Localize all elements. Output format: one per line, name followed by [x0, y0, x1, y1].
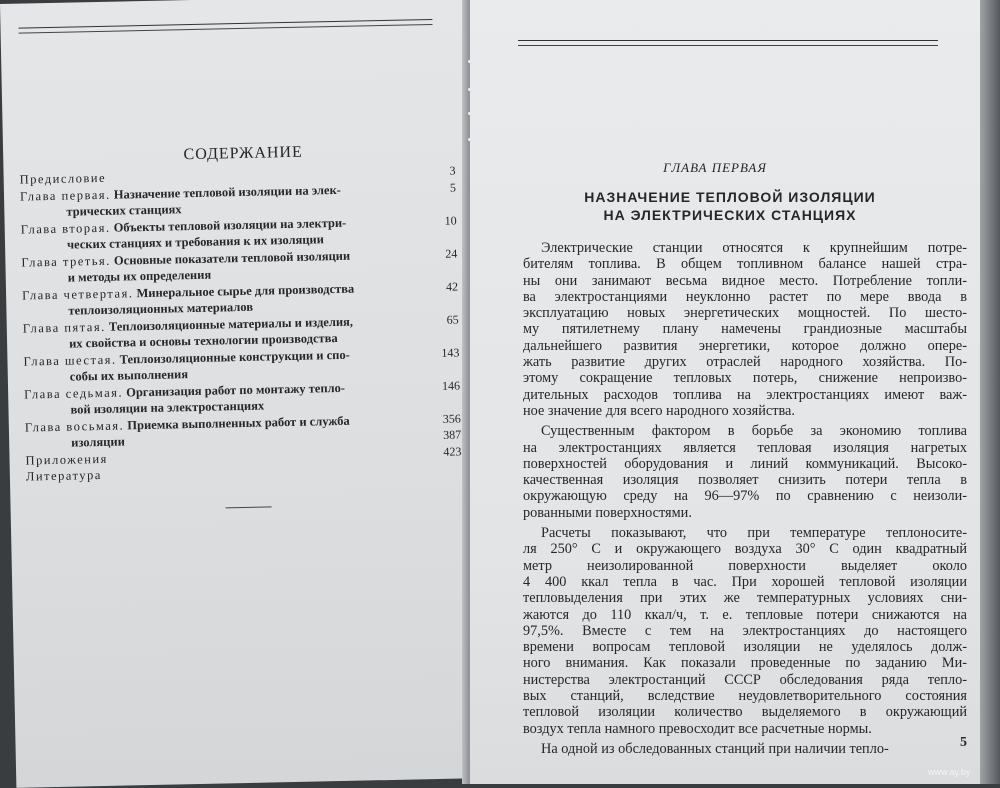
- text-line: эксплуатацию новых энергетических мощностей. По шесто-: [523, 305, 967, 322]
- text-line: жаются до 110 ккал/ч, т. е. тепловые потери снижаются на: [523, 606, 967, 623]
- text-line: Расчеты показывают, что при температуре теплоносите-: [541, 525, 967, 542]
- toc-label: Глава первая.: [19, 187, 111, 204]
- toc-page-number: 24: [445, 245, 458, 261]
- text-line: поверхностей оборудования и линий коммуникаций. Высоко-: [523, 455, 967, 472]
- toc-label: Глава седьмая.: [24, 385, 124, 402]
- chapter-kicker: ГЛАВА ПЕРВАЯ: [663, 160, 767, 175]
- text-line: 4 400 ккал тепла в час. При хорошей тепловой изоляции: [523, 573, 967, 590]
- toc-page-number: 5: [449, 179, 457, 195]
- text-line: бителям топлива. В общем топливном балансе нашей стра-: [523, 256, 967, 273]
- toc-label: Глава шестая.: [23, 352, 117, 369]
- toc-title-continuation: вой изоляции на электростанциях: [70, 398, 265, 417]
- text-line: этому сокращение тепловых потерь, снижение непроизво-: [523, 370, 967, 387]
- toc-page-number: 143: [441, 344, 460, 360]
- text-line: ля 250° С и окружающего воздуха 30° С один квадратный: [523, 541, 967, 558]
- text-line: на электростанциях является тепловая изоляция нагретых: [523, 439, 967, 456]
- toc-title-continuation: трических станциях: [66, 202, 182, 219]
- toc-label: Глава пятая.: [22, 319, 106, 336]
- text-line: На одной из обследованных станций при наличии тепло-: [541, 740, 889, 757]
- toc-title: Приемка выполненных работ и служба: [127, 413, 350, 432]
- toc-label: Литература: [25, 467, 103, 484]
- text-line: вых станций, вследствие неудовлетворительного состояния: [523, 688, 967, 705]
- text-line: нистерства электростанций СССР обследования ряда тепло-: [523, 671, 967, 688]
- text-line: Существенным фактором в борьбе за экономию топлива: [541, 423, 967, 440]
- text-line: качественная изоляция позволяет снизить потери тепла в: [523, 472, 967, 489]
- chapter-title-line-1: НАЗНАЧЕНИЕ ТЕПЛОВОЙ ИЗОЛЯЦИИ: [584, 189, 876, 205]
- toc-title: Теплоизоляционные материалы и изделия,: [108, 314, 354, 334]
- toc-title-continuation: изоляции: [71, 434, 125, 450]
- end-rule: [226, 506, 272, 508]
- toc-page-number: 42: [445, 278, 459, 294]
- toc-label: Приложения: [25, 451, 108, 468]
- text-line: 97,5%. Вместе с тем на электростанциях до настоящего: [523, 622, 967, 639]
- toc-title: Минеральное сырье для производства: [136, 281, 355, 300]
- toc-page-number: 65: [446, 311, 459, 327]
- table-of-contents: [20, 162, 462, 485]
- text-line: дальнейшего развития энергетики, которое должно опере-: [523, 337, 967, 354]
- toc-title: Назначение тепловой изоляции на элек-: [113, 182, 342, 202]
- toc-page-number: 10: [444, 212, 457, 228]
- toc-label: Глава четвертая.: [21, 285, 134, 303]
- page-edge: [980, 0, 1000, 784]
- text-line: му пятилетнему плану намечены грандиозные масштабы: [523, 321, 967, 338]
- toc-title: Объекты тепловой изоляции на электри-: [113, 215, 347, 235]
- toc-page-number: 356: [442, 410, 461, 426]
- text-line: воздух тепла намного превосходит все расчетные нормы.: [523, 720, 872, 737]
- chapter-title-line-2: НА ЭЛЕКТРИЧЕСКИХ СТАНЦИЯХ: [603, 207, 857, 223]
- watermark: www.ay.by: [928, 767, 971, 777]
- text-line: Электрические станции относятся к крупнейшим потре-: [541, 240, 967, 256]
- page-number: 5: [960, 735, 967, 750]
- toc-title: Организация работ по монтажу тепло-: [126, 380, 346, 399]
- left-page: [0, 0, 484, 788]
- text-line: ны они занимают весьма видное место. Потребление топли-: [523, 272, 967, 289]
- text-line: жать развитие других отраслей народного хозяйства. По-: [523, 354, 967, 371]
- text-line: метр неизолированной поверхности выделяет около: [523, 557, 967, 574]
- text-line: тепловыделения при этих же температурных условиях сни-: [523, 590, 967, 607]
- toc-page-number: 146: [441, 377, 461, 393]
- text-line: времени вопросам тепловой изоляции не уделялось долж-: [523, 639, 967, 656]
- top-rule: [18, 19, 432, 34]
- toc-title-continuation: их свойства и основы технологии производства: [68, 331, 338, 351]
- toc-label: Глава вторая.: [20, 220, 111, 237]
- toc-title-continuation: собы их выполнения: [69, 367, 189, 384]
- text-line: ное значение для всего народного хозяйства.: [523, 402, 795, 419]
- toc-entry-text: [20, 170, 107, 188]
- chapter-title: [545, 188, 915, 224]
- toc-title: Основные показатели тепловой изоляции: [113, 248, 351, 268]
- contents-heading: СОДЕРЖАНИЕ: [183, 143, 303, 164]
- toc-label: Предисловие: [19, 170, 107, 187]
- text-line: ного внимания. Как показали проведенные по заданию Ми-: [523, 655, 967, 672]
- toc-label: Глава третья.: [21, 253, 111, 270]
- toc-page-number: 387: [442, 427, 462, 442]
- chapter-body: [523, 240, 967, 757]
- toc-entry-text: [26, 467, 102, 485]
- toc-page-number: 3: [449, 163, 456, 178]
- toc-title: Теплоизоляционные конструкции и спо-: [119, 347, 350, 367]
- text-line: дительных расходов топлива на электростанциях имеют важ-: [523, 386, 967, 403]
- text-line: рованными поверхностями.: [523, 504, 692, 521]
- toc-title-continuation: ческих станциях и требования к их изоляции: [66, 232, 325, 252]
- text-line: окружающую среду на 96—97% по сравнению с неизоли-: [523, 488, 967, 505]
- toc-title-continuation: теплоизоляционных материалов: [68, 299, 254, 318]
- text-line: ва электростанциями неуклонно растет по мере ввода в: [523, 288, 967, 305]
- toc-entry-text: [25, 450, 108, 468]
- toc-page-number: 423: [443, 443, 462, 459]
- top-rule-right: [518, 40, 938, 46]
- text-line: тепловой изоляции количество выделяемого в окружающий: [523, 704, 967, 721]
- toc-label: Глава восьмая.: [24, 417, 125, 435]
- toc-title-continuation: и методы их определения: [67, 267, 212, 285]
